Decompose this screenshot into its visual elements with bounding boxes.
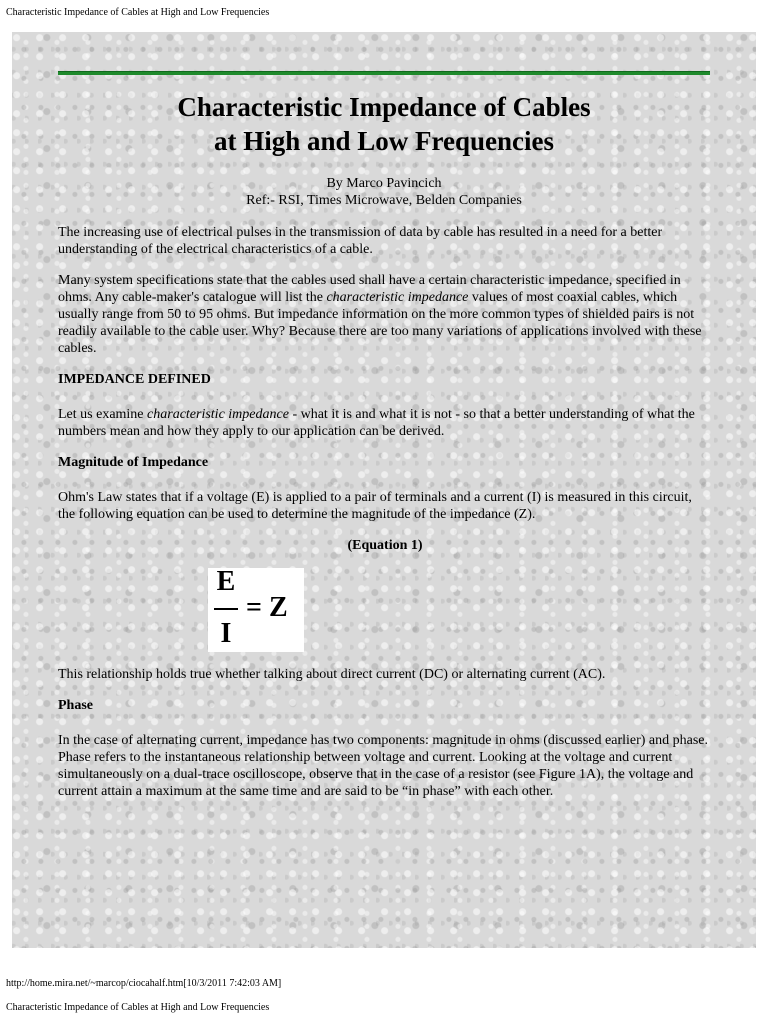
title-line-1: Characteristic Impedance of Cables: [177, 92, 591, 122]
emphasis-text: characteristic impedance: [147, 407, 289, 422]
heading-impedance-defined: IMPEDANCE DEFINED: [58, 372, 211, 387]
equation-label: (Equation 1): [347, 538, 423, 553]
emphasis-text: characteristic impedance: [326, 290, 469, 305]
byline: [12, 175, 756, 209]
paragraph-ohms-law: Ohm's Law states that if a voltage (E) is applied to a pair of terminals and a current (I) is measured in this circuit, the following equation can be used to determine the magnitude of the impedance (Z).: [58, 490, 692, 522]
page-title: [12, 90, 756, 158]
reference: Ref:- RSI, Times Microwave, Belden Companies: [246, 193, 522, 208]
print-footer-url: http://home.mira.net/~marcop/ciocahalf.htm[10/3/2011 7:42:03 AM]: [6, 978, 282, 989]
heading-phase: Phase: [58, 698, 93, 713]
paragraph-examine: [58, 406, 712, 440]
heading-magnitude: Magnitude of Impedance: [58, 455, 209, 470]
equation-image: [208, 568, 304, 652]
fraction-bar: [214, 608, 238, 610]
title-line-2: at High and Low Frequencies: [213, 126, 555, 156]
equation-rhs: = Z: [246, 592, 288, 623]
paragraph-text: values of most coaxial cables, which usually range from 50 to 95 ohms. But impedance information on the more common types of shielded pairs is not readily available to the cable user. Why? Because there are too many variations of applications involved with these cables.: [58, 290, 702, 356]
paragraph-phase: In the case of alternating current, impedance has two components: magnitude in ohms (discussed earlier) and phase. Phase refers to the instantaneous relationship between voltage and current. Looking at the voltage and current simultaneously on a dual-trace oscilloscope, observe that in the case of a resistor (see Figure 1A), the voltage and current attain a maximum at the same time and are said to be “in phase” with each other.: [58, 733, 709, 799]
print-footer-title: Characteristic Impedance of Cables at High and Low Frequencies: [6, 1002, 270, 1013]
paragraph-intro: The increasing use of electrical pulses in the transmission of data by cable has resulted in a need for a better understanding of the electrical characteristics of a cable.: [58, 225, 663, 257]
paragraph-specifications: [58, 272, 712, 357]
green-horizontal-rule: [58, 71, 710, 75]
article-body: [58, 224, 712, 814]
author: By Marco Pavincich: [326, 176, 442, 191]
print-header-title: Characteristic Impedance of Cables at High and Low Frequencies: [6, 7, 270, 18]
article-page: [12, 32, 756, 948]
paragraph-text: Many system specifications state that the cables used shall have a certain characteristic impedance, specified in ohms. Any cable-maker's catalogue will list the: [58, 273, 681, 305]
equation-denominator: I: [220, 618, 232, 649]
paragraph-text: - what it is and what it is not - so that a better understanding of what the numbers mean and how they apply to our application can be derived.: [58, 407, 695, 439]
equation-numerator: E: [216, 566, 236, 597]
paragraph-dc-ac: This relationship holds true whether talking about direct current (DC) or alternating current (AC).: [58, 667, 606, 682]
paragraph-text: Let us examine: [58, 407, 148, 422]
